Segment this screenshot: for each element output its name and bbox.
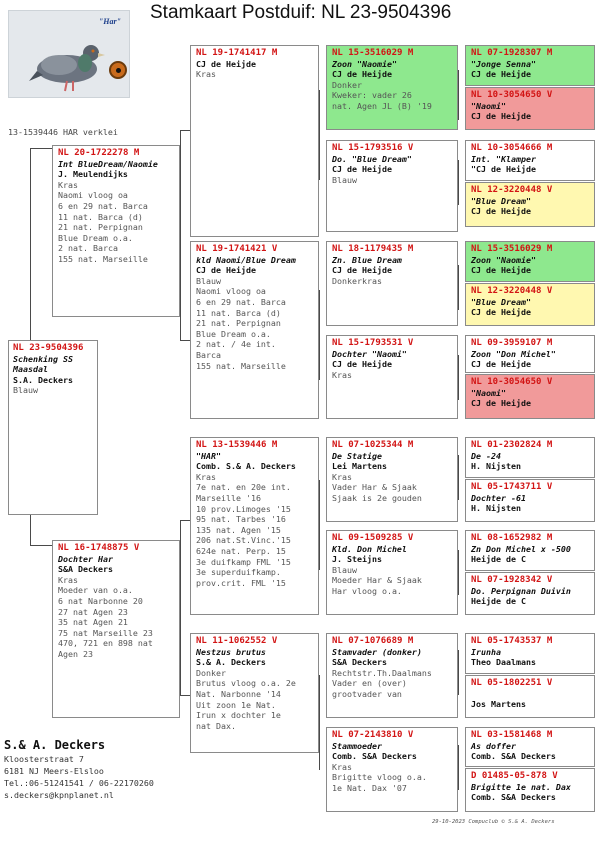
ggp-owner: S&A Deckers bbox=[332, 657, 387, 668]
ggp-ring: NL 15-1793516 V bbox=[332, 143, 414, 153]
ggp-info: Kras bbox=[332, 369, 352, 380]
gggp-card-9[interactable] bbox=[465, 437, 595, 478]
grandparent-ring: NL 11-1062552 V bbox=[196, 636, 278, 646]
gggp-card-15[interactable] bbox=[465, 727, 595, 767]
mother-card[interactable] bbox=[52, 540, 180, 718]
grandparent-owner: S.& A. Deckers bbox=[196, 657, 266, 668]
gggp-ring: NL 10-3054650 V bbox=[471, 377, 553, 387]
ggp-info: Donker Kweker: vader 26 nat. Agen JL (B) '19 bbox=[332, 79, 432, 111]
grandparent-card-fm[interactable] bbox=[190, 241, 319, 419]
ggp-info: Kras Brigitte vloog o.a. 1e Nat. Dax '07 bbox=[332, 761, 427, 793]
gggp-ring: NL 05-1802251 V bbox=[471, 678, 553, 688]
gggp-name: As doffer bbox=[471, 740, 516, 751]
grandparent-card-mm[interactable] bbox=[190, 633, 319, 753]
breeder-phone: Tel.:06-51241541 / 06-22170260 bbox=[4, 778, 154, 788]
ggp-name: Zn. Blue Dream bbox=[332, 254, 402, 265]
connector-line bbox=[180, 130, 181, 340]
ggp-name: Kld. Don Michel bbox=[332, 543, 407, 554]
gggp-name: "Blue Dream" bbox=[471, 296, 531, 307]
gggp-name: Do. Perpignan Duivin bbox=[471, 585, 571, 596]
gggp-name: "Blue Dream" bbox=[471, 195, 531, 206]
grandparent-info: Blauw Naomi vloog oa 6 en 29 nat. Barca 11 nat. Barca (d) 21 nat. Perpignan Blue Dream o.a. 2 nat. / 4e int. Barca 155 nat. Marseille bbox=[196, 275, 286, 371]
ggp-ring: NL 15-1793531 V bbox=[332, 338, 414, 348]
grandparent-ring: NL 19-1741417 M bbox=[196, 48, 278, 58]
mother-name: Dochter Har bbox=[58, 553, 113, 564]
grandparent-ring: NL 13-1539446 M bbox=[196, 440, 278, 450]
ggp-ring: NL 15-3516029 M bbox=[332, 48, 414, 58]
logo-text: "Har" bbox=[98, 17, 121, 26]
father-ring: NL 20-1722278 M bbox=[58, 148, 140, 158]
grandparent-name: Nestzus brutus bbox=[196, 646, 266, 657]
connector-line bbox=[458, 550, 459, 595]
ggp-info: Rechtstr.Th.Daalmans Vader en (over) grootvader van bbox=[332, 667, 432, 699]
ggp-name: Do. "Blue Dream" bbox=[332, 153, 412, 164]
grandparent-ring: NL 19-1741421 V bbox=[196, 244, 278, 254]
subject-card[interactable] bbox=[8, 340, 98, 515]
grandparent-info: Donker Brutus vloog o.a. 2e Nat. Narbonne '14 Uit zoon 1e Nat. Irun x dochter 1e nat Dax. bbox=[196, 667, 296, 731]
ggp-ring: NL 07-1025344 M bbox=[332, 440, 414, 450]
ggp-card-6[interactable] bbox=[326, 530, 458, 615]
gggp-owner: "CJ de Heijde bbox=[471, 164, 536, 175]
breeder-email[interactable]: s.deckers@kpnplanet.nl bbox=[4, 790, 114, 800]
gggp-name: "Naomi" bbox=[471, 387, 506, 398]
ggp-owner: CJ de Heijde bbox=[332, 69, 392, 80]
father-card[interactable] bbox=[52, 145, 180, 317]
gggp-owner: CJ de Heijde bbox=[471, 111, 531, 122]
grandparent-owner: Comb. S.& A. Deckers bbox=[196, 461, 296, 472]
verklei-note: 13-1539446 HAR verklei bbox=[8, 127, 118, 137]
ggp-info: Blauw Moeder Har & Sjaak Har vloog o.a. bbox=[332, 564, 422, 596]
ggp-owner: CJ de Heijde bbox=[332, 359, 392, 370]
connector-line bbox=[30, 148, 52, 149]
grandparent-info: Kras 7e nat. en 20e int. Marseille '16 10 prov.Limoges '15 95 nat. Tarbes '16 135 nat. Agen '15 206 nat.St.Vinc.'15 624e nat. Perp. 15 3e duifkamp FML '15 3e superduifkamp. prov.crit. FML '15 bbox=[196, 471, 291, 588]
father-owner: J. Meulendijks bbox=[58, 169, 128, 180]
connector-line bbox=[30, 545, 52, 546]
grandparent-owner: CJ de Heijde bbox=[196, 58, 256, 69]
gggp-ring: NL 09-3959107 M bbox=[471, 338, 553, 348]
gggp-ring: NL 07-1928342 V bbox=[471, 575, 553, 585]
gggp-owner: H. Nijsten bbox=[471, 461, 521, 472]
gggp-card-3[interactable] bbox=[465, 140, 595, 181]
gggp-owner: CJ de Heijde bbox=[471, 265, 531, 276]
ggp-ring: NL 18-1179435 M bbox=[332, 244, 414, 254]
gggp-ring: NL 10-3054650 V bbox=[471, 90, 553, 100]
ggp-card-2[interactable] bbox=[326, 140, 458, 232]
gggp-owner: H. Nijsten bbox=[471, 503, 521, 514]
connector-line bbox=[30, 148, 31, 340]
ggp-card-5[interactable] bbox=[326, 437, 458, 522]
ggp-info: Kras Vader Har & Sjaak Sjaak is 2e gouden bbox=[332, 471, 422, 503]
gggp-name: De -24 bbox=[471, 450, 501, 461]
gggp-card-2[interactable] bbox=[465, 87, 595, 130]
connector-line bbox=[180, 520, 181, 695]
ggp-owner: Comb. S&A Deckers bbox=[332, 751, 417, 762]
grandparent-info: Kras bbox=[196, 69, 216, 80]
connector-line bbox=[180, 340, 190, 341]
breeder-name: S.& A. Deckers bbox=[4, 738, 106, 752]
gggp-card-12[interactable] bbox=[465, 572, 595, 615]
breeder-city: 6181 NJ Meers-Elsloo bbox=[4, 766, 104, 776]
grandparent-owner: CJ de Heijde bbox=[196, 265, 256, 276]
father-name: Int BlueDream/Naomie bbox=[58, 158, 158, 169]
connector-line bbox=[180, 520, 190, 521]
ggp-info: Blauw bbox=[332, 174, 357, 185]
connector-line bbox=[458, 745, 459, 790]
gggp-owner: CJ de Heijde bbox=[471, 359, 531, 370]
connector-line bbox=[319, 675, 320, 770]
ggp-card-3[interactable] bbox=[326, 241, 458, 326]
grandparent-name: kld Naomi/Blue Dream bbox=[196, 254, 296, 265]
breeder-street: Kloosterstraat 7 bbox=[4, 754, 84, 764]
gggp-ring: NL 10-3054666 M bbox=[471, 143, 553, 153]
ggp-owner: J. Steijns bbox=[332, 554, 382, 565]
gggp-name: Dochter -61 bbox=[471, 492, 526, 503]
ggp-card-7[interactable] bbox=[326, 633, 458, 718]
gggp-ring: NL 12-3220448 V bbox=[471, 185, 553, 195]
gggp-name: Zn Don Michel x -500 bbox=[471, 543, 571, 554]
gggp-owner: CJ de Heijde bbox=[471, 206, 531, 217]
pigeon-icon bbox=[29, 31, 109, 93]
mother-ring: NL 16-1748875 V bbox=[58, 543, 140, 553]
gggp-owner: Comb. S&A Deckers bbox=[471, 751, 556, 762]
gggp-card-6[interactable] bbox=[465, 283, 595, 326]
connector-line bbox=[180, 695, 190, 696]
grandparent-card-mf[interactable] bbox=[190, 437, 319, 615]
ggp-name: Stamvader (donker) bbox=[332, 646, 422, 657]
ggp-ring: NL 07-2143810 V bbox=[332, 730, 414, 740]
page-title: Stamkaart Postduif: NL 23-9504396 bbox=[150, 2, 452, 23]
gggp-ring: D 01485-05-878 V bbox=[471, 771, 558, 781]
gggp-ring: NL 01-2302824 M bbox=[471, 440, 553, 450]
gggp-card-14[interactable] bbox=[465, 675, 595, 718]
mother-info: Kras Moeder van o.a. 6 nat Narbonne 20 27 nat Agen 23 35 nat Agen 21 75 nat Marseille 23 470, 721 en 898 nat Agen 23 bbox=[58, 574, 153, 659]
gggp-owner: Theo Daalmans bbox=[471, 657, 536, 668]
subject-name: Schenking SS Maasdal bbox=[13, 353, 73, 375]
subject-ring: NL 23-9504396 bbox=[13, 343, 84, 353]
ggp-name: Stammoeder bbox=[332, 740, 382, 751]
gggp-name: Irunha bbox=[471, 646, 501, 657]
gggp-owner: CJ de Heijde bbox=[471, 398, 531, 409]
gggp-card-5[interactable] bbox=[465, 241, 595, 282]
connector-line bbox=[319, 90, 320, 180]
connector-line bbox=[458, 70, 459, 120]
gggp-owner: CJ de Heijde bbox=[471, 69, 531, 80]
gggp-ring: NL 05-1743711 V bbox=[471, 482, 553, 492]
gggp-owner: Heijde de C bbox=[471, 554, 526, 565]
ggp-owner: Lei Martens bbox=[332, 461, 387, 472]
gggp-ring: NL 15-3516029 M bbox=[471, 244, 553, 254]
ggp-ring: NL 09-1509285 V bbox=[332, 533, 414, 543]
gggp-name: Int. "Klamper bbox=[471, 153, 536, 164]
gggp-owner: Jos Martens bbox=[471, 698, 526, 709]
connector-line bbox=[30, 515, 31, 545]
ggp-name: Dochter "Naomi" bbox=[332, 348, 407, 359]
breeder-address bbox=[4, 738, 154, 801]
gggp-card-1[interactable] bbox=[465, 45, 595, 86]
gggp-name: "Jonge Senna" bbox=[471, 58, 536, 69]
pigeon-photo-logo bbox=[8, 10, 130, 98]
eye-icon bbox=[109, 61, 127, 79]
gggp-card-13[interactable] bbox=[465, 633, 595, 674]
gggp-card-8[interactable] bbox=[465, 374, 595, 419]
connector-line bbox=[458, 265, 459, 310]
mother-owner: S&A Deckers bbox=[58, 564, 113, 575]
gggp-ring: NL 12-3220448 V bbox=[471, 286, 553, 296]
gggp-ring: NL 05-1743537 M bbox=[471, 636, 553, 646]
ggp-owner: CJ de Heijde bbox=[332, 265, 392, 276]
ggp-card-8[interactable] bbox=[326, 727, 458, 812]
gggp-card-7[interactable] bbox=[465, 335, 595, 373]
connector-line bbox=[319, 480, 320, 570]
gggp-card-16[interactable] bbox=[465, 768, 595, 812]
gggp-ring: NL 07-1928307 M bbox=[471, 48, 553, 58]
ggp-owner: CJ de Heijde bbox=[332, 164, 392, 175]
grandparent-card-ff[interactable] bbox=[190, 45, 319, 237]
gggp-name: "Naomi" bbox=[471, 100, 506, 111]
connector-line bbox=[458, 355, 459, 400]
father-info: Kras Naomi vloog oa 6 en 29 nat. Barca 11 nat. Barca (d) 21 nat. Perpignan Blue Dream o.a. 2 nat. Barca 155 nat. Marseille bbox=[58, 179, 148, 264]
gggp-owner: Heijde de C bbox=[471, 596, 526, 607]
footer-credit: 29-10-2023 Compuclub © S.& A. Deckers bbox=[432, 819, 555, 825]
subject-info: Blauw bbox=[13, 385, 38, 396]
ggp-info: Donkerkras bbox=[332, 275, 382, 286]
gggp-name: Brigitte 1e nat. Dax bbox=[471, 781, 571, 792]
gggp-owner: CJ de Heijde bbox=[471, 307, 531, 318]
ggp-name: De Statige bbox=[332, 450, 382, 461]
ggp-card-1[interactable] bbox=[326, 45, 458, 130]
connector-line bbox=[319, 290, 320, 380]
gggp-card-11[interactable] bbox=[465, 530, 595, 571]
ggp-ring: NL 07-1076689 M bbox=[332, 636, 414, 646]
connector-line bbox=[180, 130, 190, 131]
subject-owner: S.A. Deckers bbox=[13, 374, 73, 385]
ggp-card-4[interactable] bbox=[326, 335, 458, 419]
ggp-name: Zoon "Naomie" bbox=[332, 58, 397, 69]
gggp-card-10[interactable] bbox=[465, 479, 595, 522]
gggp-ring: NL 08-1652982 M bbox=[471, 533, 553, 543]
grandparent-name: "HAR" bbox=[196, 450, 221, 461]
gggp-name: Zoon "Naomie" bbox=[471, 254, 536, 265]
connector-line bbox=[458, 160, 459, 205]
connector-line bbox=[458, 650, 459, 695]
gggp-card-4[interactable] bbox=[465, 182, 595, 227]
gggp-name: Zoon "Don Michel" bbox=[471, 348, 556, 359]
gggp-owner: Comb. S&A Deckers bbox=[471, 792, 556, 803]
gggp-ring: NL 03-1581468 M bbox=[471, 730, 553, 740]
connector-line bbox=[458, 455, 459, 500]
